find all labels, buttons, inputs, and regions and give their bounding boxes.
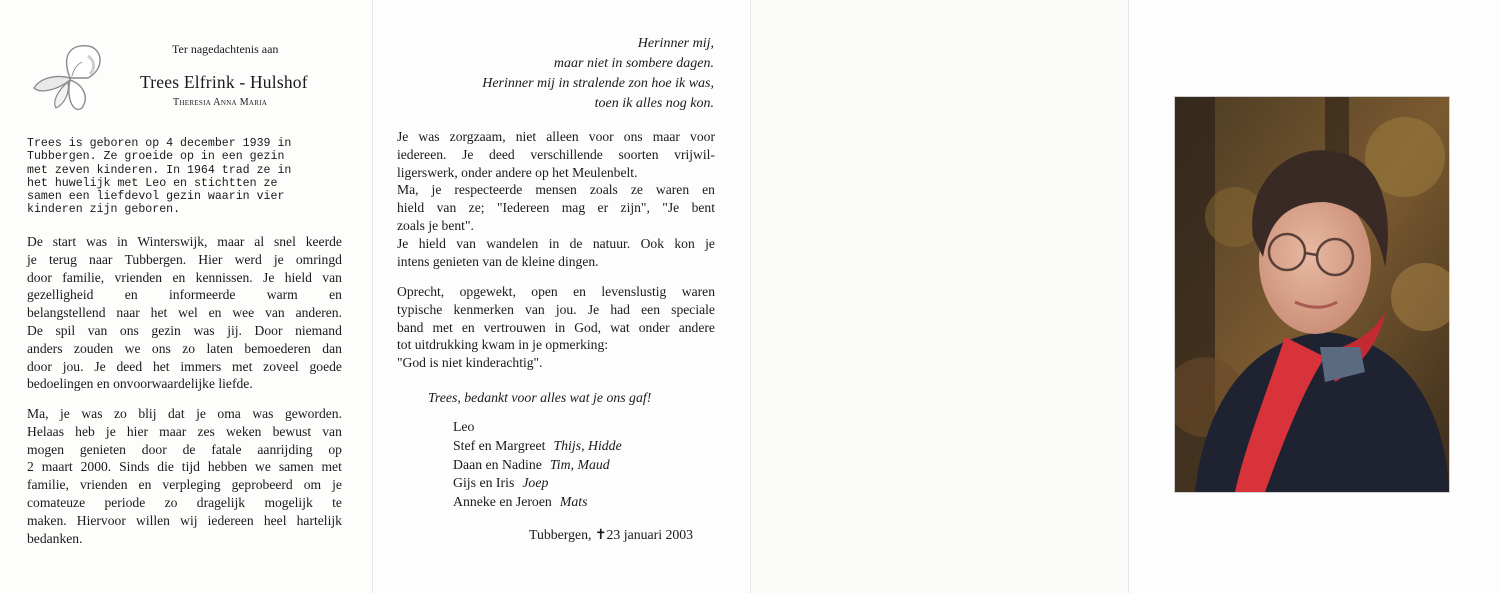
poem-line: Herinner mij in stralende zon hoe ik was, [482, 76, 714, 91]
family-parents: Stef en Margreet [453, 437, 546, 453]
text-line: zoals je bent". [397, 217, 474, 233]
text-line: tot uitdrukking kwam in je opmerking: [397, 337, 609, 353]
intro-line: kinderen zijn geboren. [27, 203, 181, 217]
text-line: je terug naar Tubbergen. Hier werd je omringd [27, 251, 342, 267]
family-row [453, 456, 622, 475]
fold-line [372, 0, 373, 593]
thanks-line: Trees, bedankt voor alles wat je ons gaf! [428, 390, 652, 405]
family-row [453, 493, 622, 512]
family-parents: Gijs en Iris [453, 475, 515, 491]
intro-line: het huwelijk met Leo en stichtten ze [27, 176, 278, 190]
family-list [453, 418, 622, 512]
text-line: Je was zorgzaam, niet alleen voor ons maar voor [397, 129, 715, 144]
intro-line: Tubbergen. Ze groeide op in een gezin [27, 150, 285, 164]
family-children: Joep [522, 475, 549, 491]
text-line: iedereen. Je deed verschillende soorten vrijwil- [397, 146, 715, 162]
poem-line: maar niet in sombere dagen. [553, 56, 714, 71]
text-line: mogen genieten door de fatale aanrijding op [27, 441, 342, 457]
family-children: Thijs, Hidde [553, 437, 622, 453]
text-line: gezelligheid en informeerde warm en [27, 287, 342, 303]
text-line: 2 maart 2000. Sinds die tijd hebben we samen met [27, 459, 342, 475]
text-line: De start was in Winterswijk, maar al snel keerde [27, 234, 342, 249]
portrait-photo [1175, 97, 1449, 492]
text-line: Ma, je was zo blij dat je oma was geworden. [27, 406, 342, 421]
text-line: Helaas heb je hier maar zes weken bewust van [27, 423, 342, 439]
text-line: intens genieten van de kleine dingen. [397, 253, 599, 269]
text-line: band met en vertrouwen in God, wat onder andere [397, 319, 715, 335]
family-parents: Daan en Nadine [453, 456, 542, 472]
paragraph-life [27, 233, 342, 393]
text-line: Ma, je respecteerde mensen zoals ze waren en [397, 182, 715, 198]
family-children: Tim, Maud [549, 456, 610, 472]
text-line: familie, vrienden en verpleging geprobeerd om je [27, 477, 342, 493]
poem [400, 34, 714, 114]
text-line: ligerswerk, onder andere op het Meulenbelt. [397, 164, 638, 180]
butterfly-icon [30, 38, 112, 116]
text-line: maken. Hiervoor willen wij iedereen heel hartelijk [27, 512, 342, 528]
given-names: Theresia Anna Maria [173, 97, 268, 108]
text-line: Oprecht, opgewekt, open en levenslustig waren [397, 284, 715, 299]
text-line: door jou. Je deed het immers met zoveel goede [27, 358, 342, 374]
family-row [453, 418, 622, 437]
card-panel-blank [751, 0, 1128, 593]
family-row [453, 437, 622, 456]
intro-line: samen een liefdevol gezin waarin vier [27, 190, 285, 204]
family-parents: Anneke en Jeroen [453, 494, 552, 510]
poem-line: Herinner mij, [637, 36, 714, 51]
place-date: Tubbergen, ✝23 januari 2003 [529, 527, 694, 542]
poem-line: toen ik alles nog kon. [594, 96, 714, 111]
deceased-name: Trees Elfrink - Hulshof [140, 72, 308, 92]
fold-line [1128, 0, 1129, 593]
paragraph-faith [397, 283, 715, 372]
intro-line: Trees is geboren op 4 december 1939 in [27, 137, 292, 150]
fold-line [750, 0, 751, 593]
intro-text [27, 137, 342, 217]
text-line: door familie, vrienden en kennissen. Je hield van [27, 269, 342, 285]
paragraph-accident [27, 405, 342, 547]
family-row [453, 474, 622, 493]
family-children: Mats [559, 494, 588, 510]
text-line: hield van ze; "Iedereen mag er zijn", "Je bent [397, 200, 715, 216]
intro-line: met zeven kinderen. In 1964 trad ze in [27, 163, 292, 177]
paragraph-caring [397, 128, 715, 270]
in-memory-caption: Ter nagedachtenis aan [172, 42, 279, 56]
family-parents: Leo [453, 419, 475, 434]
text-line: "God is niet kinderachtig". [397, 355, 543, 371]
text-line: Je hield van wandelen in de natuur. Ook kon je [397, 235, 715, 251]
text-line: belangstellend naar het wel en wee van anderen. [27, 305, 342, 321]
text-line: bedoelingen en onvoorwaardelijke liefde. [27, 376, 253, 392]
text-line: De spil van ons gezin was jij. Door niemand [27, 322, 342, 338]
text-line: bedanken. [27, 530, 83, 546]
text-line: typische kenmerken van jou. Je had een speciale [397, 301, 715, 317]
text-line: comateuze periode zo dragelijk mogelijk te [27, 494, 342, 510]
text-line: anders zouden we ons zo laten bemoederen dan [27, 340, 342, 356]
